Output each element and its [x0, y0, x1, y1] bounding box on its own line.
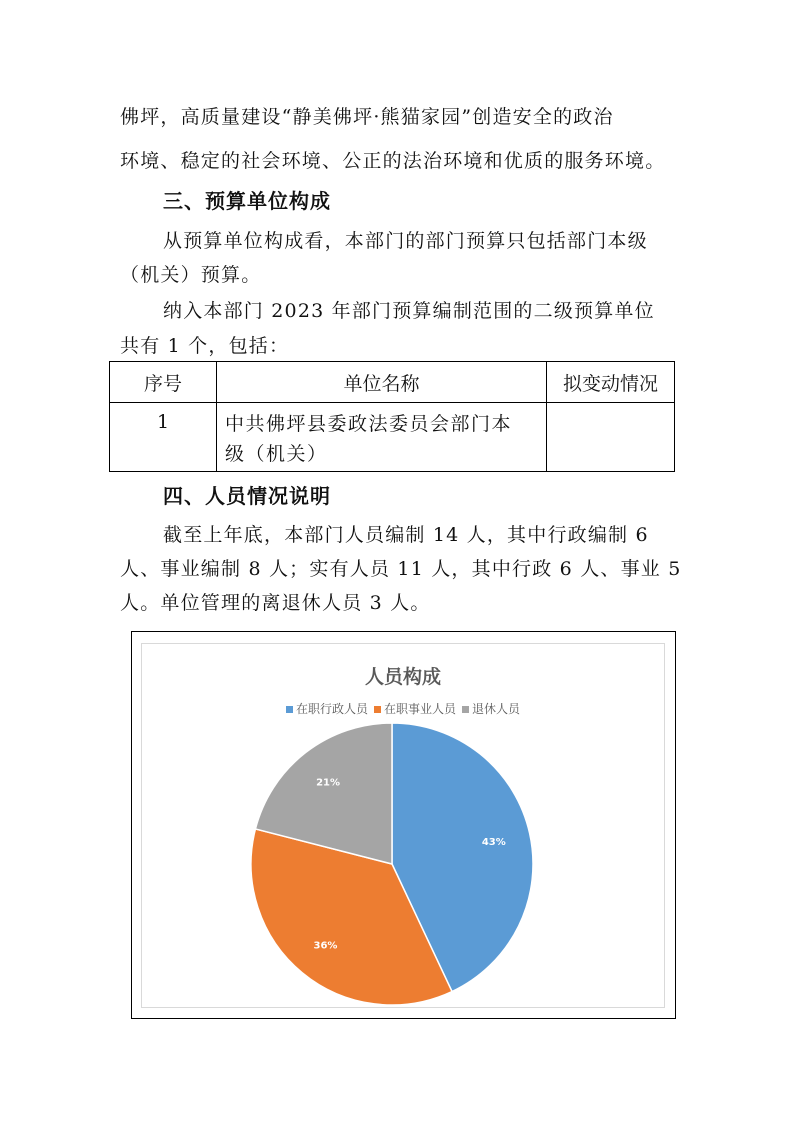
paragraph-line: 从预算单位构成看，本部门的部门预算只包括部门本级: [163, 230, 648, 252]
chart-title: 人员构成: [364, 666, 441, 688]
table-cell-index: 1: [110, 403, 217, 472]
unit-name-line: 级（机关）: [225, 443, 328, 465]
chart-area: [141, 643, 665, 1008]
table-header-row: [110, 362, 675, 403]
paragraph-line: 环境、稳定的社会环境、公正的法治环境和优质的服务环境。: [120, 150, 666, 172]
section-heading-staff: 四、人员情况说明: [163, 484, 331, 508]
table-header-index: 序号: [110, 362, 217, 403]
legend-label: 退休人员: [472, 702, 521, 716]
paragraph-line: 截至上年底，本部门人员编制 14 人，其中行政编制 6: [163, 524, 649, 546]
table-header-change: 拟变动情况: [547, 362, 675, 403]
paragraph-line: 佛坪，高质量建设“静美佛坪·熊猫家园”创造安全的政治: [120, 106, 614, 128]
paragraph-line: （机关）预算。: [120, 264, 262, 286]
chart-frame: [131, 631, 676, 1019]
paragraph-line: 人。单位管理的离退休人员 3 人。: [120, 592, 431, 614]
section-heading-budget-units: 三、预算单位构成: [163, 189, 331, 213]
pie-data-label: 43%: [481, 837, 506, 849]
table-cell-unit-name: [217, 403, 547, 472]
paragraph-line: 纳入本部门 2023 年部门预算编制范围的二级预算单位: [163, 300, 655, 322]
pie-data-label: 21%: [316, 777, 341, 789]
table-cell-change: [547, 403, 675, 472]
table-header-unit-name: 单位名称: [217, 362, 547, 403]
legend-label: 在职事业人员: [383, 702, 456, 716]
budget-units-table: [109, 361, 675, 472]
table-row: [110, 403, 675, 472]
paragraph-line: 人、事业编制 8 人；实有人员 11 人，其中行政 6 人、事业 5: [120, 558, 682, 580]
legend-label: 在职行政人员: [295, 702, 368, 716]
pie-chart: [142, 644, 666, 1009]
pie-data-label: 36%: [313, 940, 338, 952]
unit-name-line: 中共佛坪县委政法委员会部门本: [225, 413, 513, 435]
paragraph-line: 共有 1 个，包括：: [120, 335, 290, 357]
